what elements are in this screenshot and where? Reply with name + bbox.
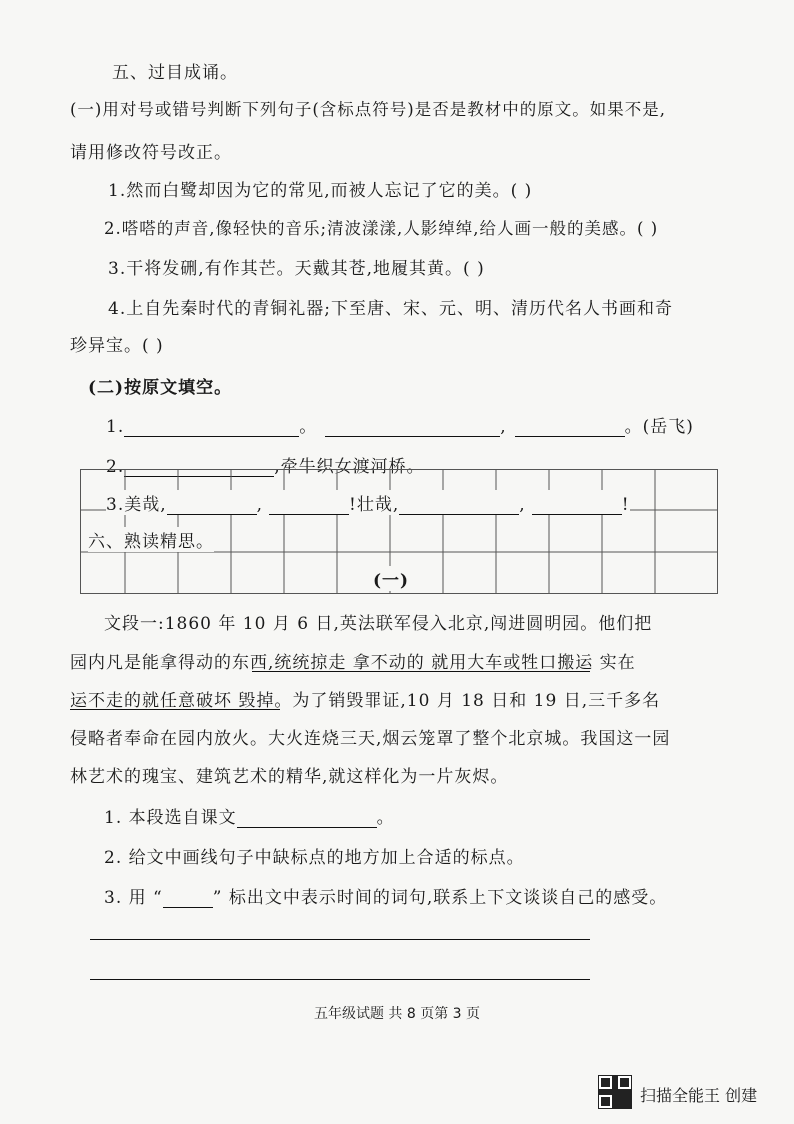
part1-instruction-1: (一)用对号或错号判断下列句子(含标点符号)是否是教材中的原文。如果不是, — [70, 100, 666, 119]
section5-title: 五、过目成诵。 — [112, 63, 238, 83]
page-footer: 五年级试题 共 8 页第 3 页 — [313, 1006, 481, 1022]
question-2: 2. 给文中画线句子中缺标点的地方加上合适的标点。 — [104, 848, 525, 868]
passage-line-4: 侵略者奉命在园内放火。大火连烧三天,烟云笼罩了整个北京城。我国这一园 — [70, 729, 671, 749]
passage-underline-1 — [252, 671, 590, 672]
fill-item-1-author: (岳飞) — [642, 417, 694, 437]
fill-item-3: 3.美哉, , !壮哉, , ! — [106, 490, 630, 515]
passage-line-1: 文段一:1860 年 10 月 6 日,英法联军侵入北京,闯进圆明园。他们把 — [104, 614, 653, 634]
question-1-blank[interactable] — [237, 809, 377, 828]
part2-title: (二)按原文填空。 — [88, 378, 233, 398]
fill-item-2-text: ,牵牛织女渡河桥。 — [274, 457, 425, 477]
passage-line-2: 园内凡是能拿得动的东西,统统掠走 拿不动的 就用大车或牲口搬运 实在 — [70, 653, 636, 673]
question-3-text-a: 3. 用 “ — [104, 888, 163, 908]
passage-line-5: 林艺术的瑰宝、建筑艺术的精华,就这样化为一片灰烬。 — [70, 767, 509, 787]
judge-item-4-cont: 珍异宝。( ) — [70, 336, 164, 356]
fill-blank-1a[interactable] — [124, 418, 299, 437]
question-3-text-b: ” 标出文中表示时间的词句,联系上下文谈谈自己的感受。 — [212, 888, 668, 908]
fill-item-2-label: 2. — [106, 457, 125, 477]
passage-line-3: 运不走的就任意破坏 毁掉。为了销毁罪证,10 月 18 日和 19 日,三千多名 — [70, 691, 661, 711]
fill-blank-3d[interactable] — [532, 496, 622, 515]
question-1: 1. 本段选自课文 。 — [104, 808, 395, 828]
question-3 — [104, 883, 667, 908]
judge-item-3: 3.干将发硎,有作其芒。天戴其苍,地履其黄。( ) — [108, 259, 485, 279]
answer-line-1[interactable] — [90, 938, 590, 940]
question-1-text: 1. 本段选自课文 — [104, 808, 237, 828]
fill-blank-3c[interactable] — [399, 496, 519, 515]
fill-item-1-label: 1. — [106, 417, 125, 437]
section6-subtitle: (一) — [373, 566, 409, 591]
fill-blank-3a[interactable] — [167, 496, 257, 515]
section6-title: 六、熟读精思。 — [88, 527, 214, 552]
qr-code-icon — [598, 1075, 632, 1109]
judge-item-4: 4.上自先秦时代的青铜礼器;下至唐、宋、元、明、清历代名人书画和奇 — [108, 299, 673, 319]
part1-instruction-2: 请用修改符号改正。 — [70, 143, 232, 163]
passage-underline-2 — [70, 709, 280, 710]
answer-line-2[interactable] — [90, 978, 590, 980]
fill-blank-1c[interactable] — [515, 418, 625, 437]
judge-item-1: 1.然而白鹭却因为它的常见,而被人忘记了它的美。( ) — [108, 181, 533, 201]
fill-item-3-b: !壮哉, — [349, 495, 400, 515]
fill-item-3-a: 3.美哉, — [106, 495, 167, 515]
question-3-mark — [163, 889, 213, 908]
judge-item-2: 2.嗒嗒的声音,像轻快的音乐;清波漾漾,人影绰绰,给人画一般的美感。( ) — [104, 219, 659, 238]
fill-item-1: 1. 。 , 。(岳飞) — [106, 417, 694, 437]
fill-blank-1b[interactable] — [325, 418, 500, 437]
fill-item-3-c: ! — [621, 495, 630, 515]
fill-blank-3b[interactable] — [269, 496, 349, 515]
scanner-watermark: 扫描全能王 创建 — [640, 1086, 758, 1105]
